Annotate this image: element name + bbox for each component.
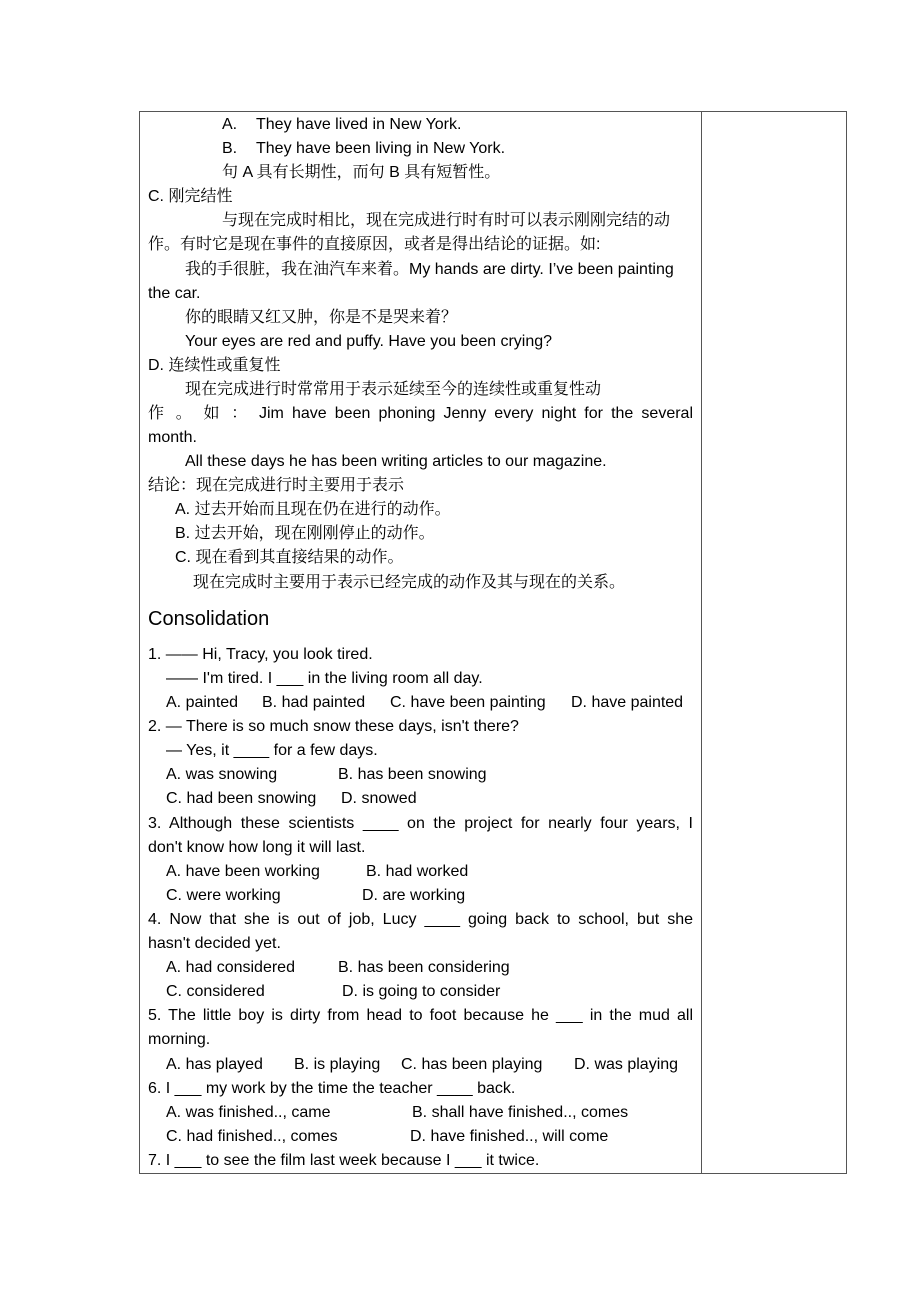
- note-line: 作。有时它是现在事件的直接原因，或者是得出结论的证据。如:: [148, 236, 601, 253]
- question-1-options: [140, 691, 700, 715]
- question-2: 2. — There is so much snow these days, isn't there?: [148, 718, 519, 735]
- question-1: 1. —— Hi, Tracy, you look tired.: [148, 646, 373, 663]
- note-line: 句 A 具有长期性，而句 B 具有短暂性。: [222, 164, 501, 181]
- section-heading-d: D. 连续性或重复性: [148, 357, 281, 374]
- question-4-options-row-1: [140, 956, 700, 980]
- question-7: 7. I ___ to see the film last week because I ___ it twice.: [148, 1152, 540, 1169]
- question-3-options-row-1: [140, 860, 700, 884]
- option-d: D. is going to consider: [342, 983, 501, 1000]
- option-a: A. was finished.., came: [166, 1104, 331, 1121]
- question-3-line-2: don't know how long it will last.: [148, 839, 366, 856]
- question-3-options-row-2: [140, 884, 700, 908]
- option-c: C. have been painting: [390, 694, 546, 711]
- question-2-options-row-2: [140, 787, 700, 811]
- option-d: D. snowed: [341, 790, 417, 807]
- option-a: A. has played: [166, 1056, 263, 1073]
- question-1-line-2: —— I'm tired. I ___ in the living room all day.: [166, 670, 483, 687]
- option-b: B. shall have finished.., comes: [412, 1104, 629, 1121]
- example-b: [222, 137, 622, 161]
- option-d: D. are working: [362, 887, 466, 904]
- note-line: month.: [148, 429, 197, 446]
- conclusion-item: C. 现在看到其直接结果的动作。: [175, 549, 404, 566]
- option-a: A. painted: [166, 694, 239, 711]
- example-a: [222, 113, 462, 137]
- conclusion-item: B. 过去开始，现在刚刚停止的动作。: [175, 525, 435, 542]
- content-cell: [140, 112, 701, 1172]
- example-b-text: They have been living in New York.: [256, 140, 506, 157]
- option-a: A. have been working: [166, 863, 320, 880]
- consolidation-heading: Consolidation: [148, 608, 270, 630]
- note-line: All these days he has been writing articles to our magazine.: [185, 453, 607, 470]
- note-line: 现在完成进行时常常用于表示延续至今的连续性或重复性动: [185, 381, 602, 398]
- option-b: B. had painted: [262, 694, 366, 711]
- option-b: B. has been considering: [338, 959, 510, 976]
- question-4: 4. Now that she is out of job, Lucy ____ going back to school, but she: [148, 911, 693, 928]
- option-b: B. had worked: [366, 863, 469, 880]
- question-4-options-row-2: [140, 980, 700, 1004]
- option-d: D. have finished.., will come: [410, 1128, 609, 1145]
- option-d: D. have painted: [571, 694, 684, 711]
- note-line: 你的眼睛又红又肿，你是不是哭来着？: [185, 309, 458, 326]
- option-c: C. had been snowing: [166, 790, 317, 807]
- option-c: C. were working: [166, 887, 281, 904]
- example-b-label: B.: [222, 140, 238, 157]
- question-5-line-2: morning.: [148, 1031, 211, 1048]
- question-4-line-2: hasn't decided yet.: [148, 935, 281, 952]
- conclusion-heading: 结论：现在完成进行时主要用于表示: [148, 477, 405, 494]
- question-2-options-row-1: [140, 763, 700, 787]
- option-c: C. considered: [166, 983, 265, 1000]
- question-6-options-row-1: [140, 1101, 700, 1125]
- note-line: 作 。 如 ： Jim have been phoning Jenny every night for the several: [148, 405, 693, 422]
- question-3: 3. Although these scientists ____ on the project for nearly four years, I: [148, 815, 693, 832]
- option-a: A. had considered: [166, 959, 295, 976]
- question-2-line-2: — Yes, it ____ for a few days.: [166, 742, 378, 759]
- note-line: Your eyes are red and puffy. Have you been crying?: [185, 333, 553, 350]
- option-d: D. was playing: [574, 1056, 679, 1073]
- column-divider: [701, 111, 702, 1173]
- question-5: 5. The little boy is dirty from head to foot because he ___ in the mud all: [148, 1007, 693, 1024]
- note-line: 与现在完成时相比，现在完成进行时有时可以表示刚刚完结的动: [222, 212, 671, 229]
- question-6-options-row-2: [140, 1125, 700, 1149]
- question-5-options: [140, 1053, 700, 1077]
- option-c: C. had finished.., comes: [166, 1128, 338, 1145]
- note-line: the car.: [148, 285, 201, 302]
- option-b: B. has been snowing: [338, 766, 487, 783]
- option-b: B. is playing: [294, 1056, 381, 1073]
- note-line: 现在完成时主要用于表示已经完成的动作及其与现在的关系。: [193, 574, 626, 591]
- option-a: A. was snowing: [166, 766, 278, 783]
- example-a-text: They have lived in New York.: [256, 116, 462, 133]
- example-a-label: A.: [222, 116, 238, 133]
- conclusion-item: A. 过去开始而且现在仍在进行的动作。: [175, 501, 451, 518]
- note-line: 我的手很脏，我在油汽车来着。My hands are dirty. I’ve been painting: [185, 261, 674, 278]
- section-heading-c: C. 刚完结性: [148, 188, 233, 205]
- option-c: C. has been playing: [401, 1056, 543, 1073]
- question-6: 6. I ___ my work by the time the teacher ____ back.: [148, 1080, 516, 1097]
